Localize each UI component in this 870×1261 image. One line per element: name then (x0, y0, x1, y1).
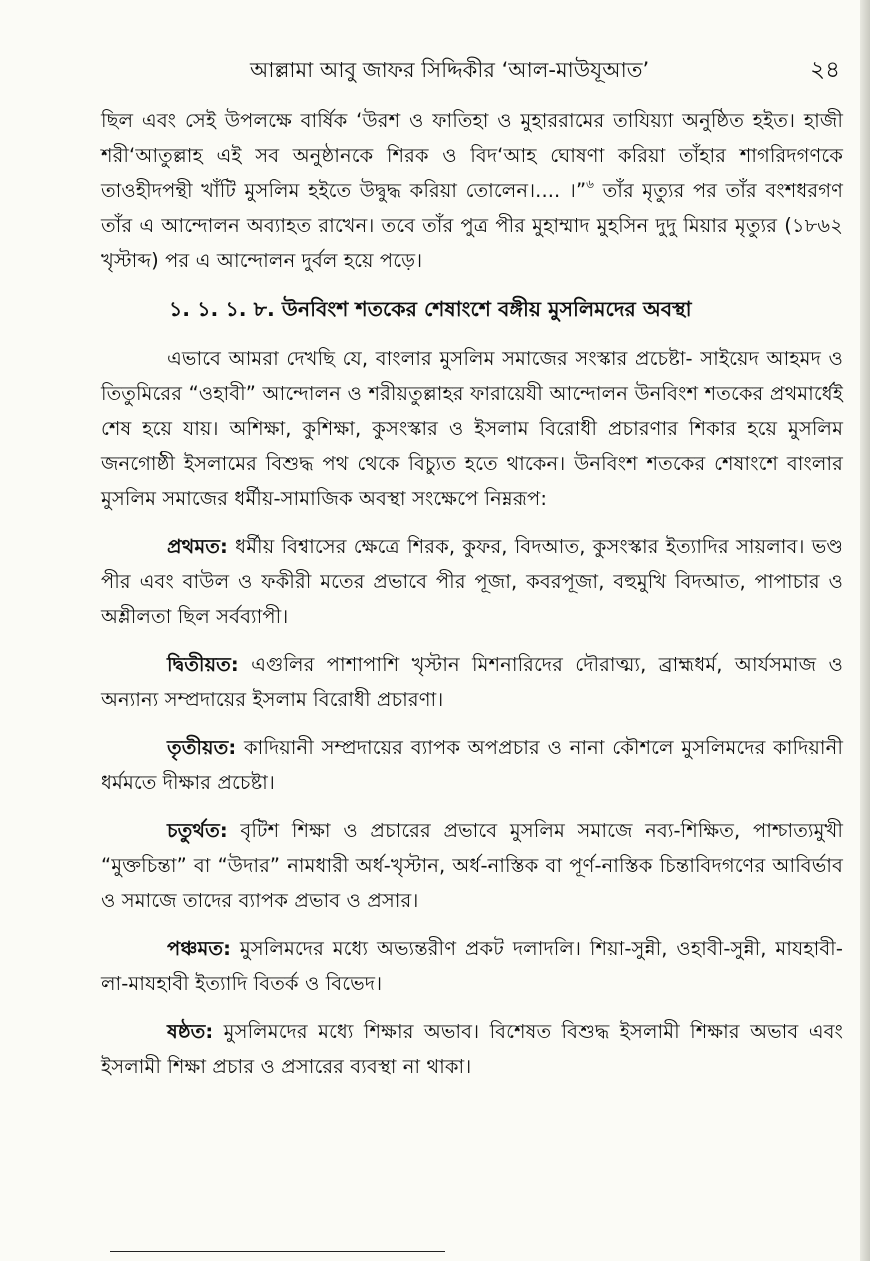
intro-paragraph: এভাবে আমরা দেখছি যে, বাংলার মুসলিম সমাজের সংস্কার প্রচেষ্টা- সাইয়েদ আহমদ ও তিতুমিরের “ওহাবী” আন্দোলন ও শরীয়তুল্লাহর ফারায়েযী আন্দোলন উনবিংশ শতকের প্রথমার্ধেই শেষ হয়ে যায়। অশিক্ষা, কুশিক্ষা, কুসংস্কার ও ইসলাম বিরোধী প্রচারণার শিকার হয়ে মুসলিম জনগোষ্ঠী ইসলামের বিশুদ্ধ পথ থেকে বিচ্যুত হতে থাকেন। উনবিংশ শতকের শেষাংশে বাংলার মুসলিম সমাজের ধর্মীয়-সামাজিক অবস্থা সংক্ষেপে নিম্নরূপ: (101, 347, 843, 510)
point-text: মুসলিমদের মধ্যে অভ্যন্তরীণ প্রকট দলাদলি। শিয়া-সুন্নী, ওহাবী-সুন্নী, মাযহাবী-লা-মাযহাবী ইত্যাদি বিতর্ক ও বিভেদ। (101, 937, 843, 995)
footnote-separator-line (110, 1251, 445, 1252)
paragraph-text: ছিল এবং সেই উপলক্ষে বার্ষিক ‘উরশ ও ফাতিহা ও মুহাররামের তাযিয়্যা অনুষ্ঠিত হইত। হাজী শরী‘আতুল্লাহ এই সব অনুষ্ঠানকে শিরক ও বিদ‘আহ ঘোষণা করিয়া তাঁহার শাগরিদগণকে তাওহীদপন্থী খাঁটি মুসলিম হইতে উদ্বুদ্ধ করিয়া তোলেন।.... ।” (101, 109, 843, 202)
point-first (101, 529, 843, 634)
point-term: ষষ্ঠত: (167, 1020, 214, 1043)
point-text: বৃটিশ শিক্ষা ও প্রচারের প্রভাবে মুসলিম সমাজে নব্য-শিক্ষিত, পাশ্চাত্যমুখী “মুক্তচিন্তা” বা “উদার” নামধারী অর্ধ-খৃস্টান, অর্ধ-নাস্তিক বা পূর্ণ-নাস্তিক চিন্তাবিদগণের আবির্ভাব ও সমাজে তাদের ব্যাপক প্রভাব ও প্রসার। (101, 819, 843, 912)
section-heading: ১. ১. ১. ৮. উনবিংশ শতকের শেষাংশে বঙ্গীয় মুসলিমদের অবস্থা (169, 297, 692, 321)
page-body (101, 103, 843, 1084)
point-term: তৃতীয়ত: (167, 736, 237, 759)
paragraph-text: তাঁর মৃত্যুর পর তাঁর বংশধরগণ তাঁর এ আন্দোলন অব্যাহত রাখেন। তবে তাঁর পুত্র পীর মুহাম্মাদ মুহসিন দুদু মিয়ার মৃত্যুর (১৮৬২ খৃস্টাব্দ) পর এ আন্দোলন দুর্বল হয়ে পড়ে। (101, 179, 843, 272)
book-title: আল্লামা আবু জাফর সিদ্দিকীর ‘আল-মাউযূআত’ (250, 58, 650, 82)
point-text: মুসলিমদের মধ্যে শিক্ষার অভাব। বিশেষত বিশুদ্ধ ইসলামী শিক্ষার অভাব এবং ইসলামী শিক্ষা প্রচার ও প্রসারের ব্যবস্থা না থাকা। (101, 1020, 843, 1078)
point-term: চতুর্থত: (167, 819, 228, 842)
running-header (250, 54, 840, 86)
footnote-reference: ৬ (586, 177, 595, 191)
point-term: প্রথমত: (167, 535, 228, 558)
page-number: ২৪ (810, 57, 840, 83)
point-term: পঞ্চমত: (167, 937, 232, 960)
page-edge (860, 0, 870, 1261)
point-second (101, 647, 843, 717)
point-term: দ্বিতীয়ত: (167, 653, 239, 676)
continued-paragraph (101, 103, 843, 278)
point-third (101, 730, 843, 800)
point-text: কাদিয়ানী সম্প্রদায়ের ব্যাপক অপপ্রচার ও নানা কৌশলে মুসলিমদের কাদিয়ানী ধর্মমতে দীক্ষার প্রচেষ্টা। (101, 736, 843, 794)
point-text: ধর্মীয় বিশ্বাসের ক্ষেত্রে শিরক, কুফর, বিদআত, কুসংস্কার ইত্যাদির সায়লাব। ভণ্ড পীর এবং বাউল ও ফকীরী মতের প্রভাবে পীর পূজা, কবরপূজা, বহুমুখি বিদআত, পাপাচার ও অশ্লীলতা ছিল সর্বব্যাপী। (101, 535, 843, 628)
point-text: এগুলির পাশাপাশি খৃস্টান মিশনারিদের দৌরাত্ম্য, ব্রাহ্মধর্ম, আর্যসমাজ ও অন্যান্য সম্প্রদায়ের ইসলাম বিরোধী প্রচারণা। (101, 653, 843, 711)
point-sixth (101, 1014, 843, 1084)
point-fourth (101, 813, 843, 918)
point-fifth (101, 931, 843, 1001)
